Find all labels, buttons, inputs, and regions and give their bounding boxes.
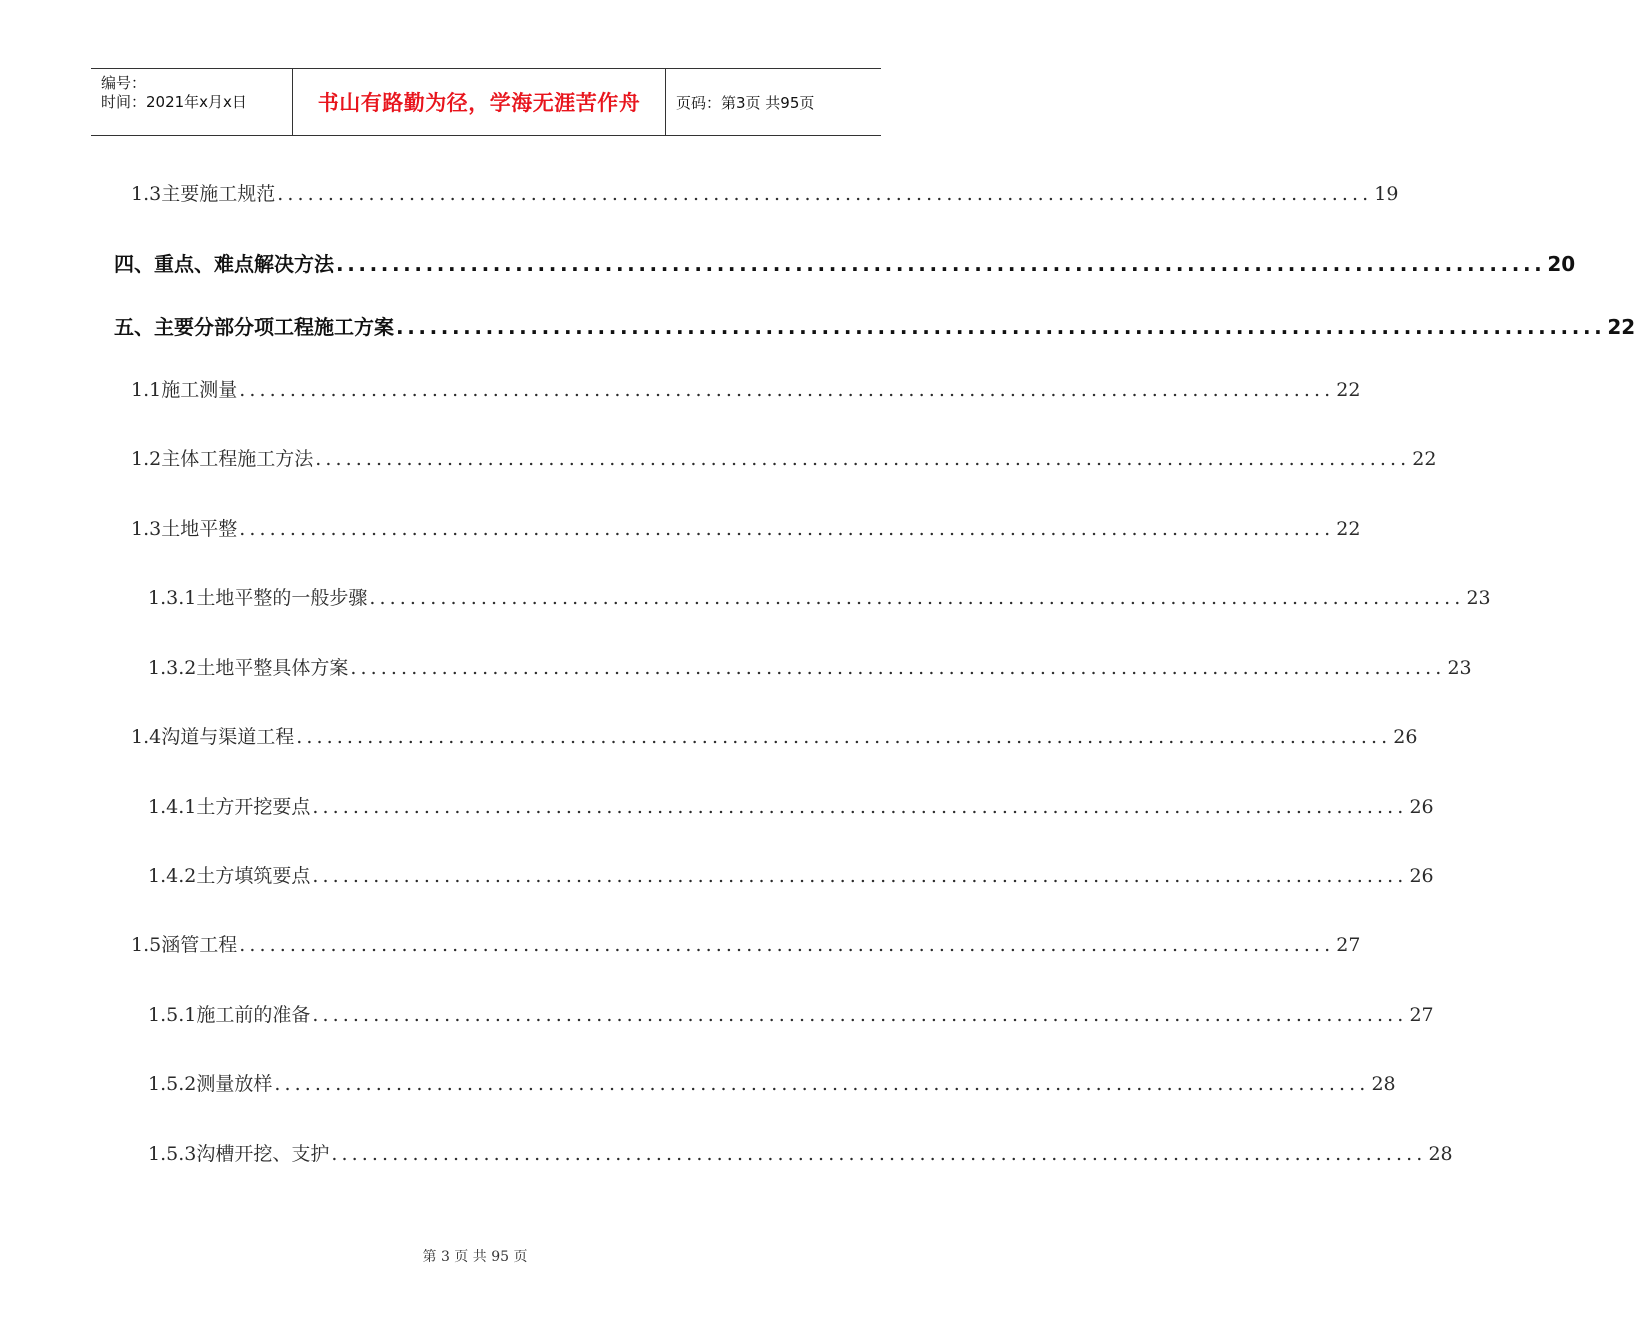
- toc-entry-label: 1.2主体工程施工方法: [131, 448, 314, 470]
- toc-entry-page: 28: [1428, 1143, 1453, 1165]
- toc-entry-page: 23: [1447, 657, 1472, 679]
- toc-entry[interactable]: [148, 1070, 1396, 1098]
- toc-entry-page: 27: [1409, 1004, 1434, 1026]
- toc-entry[interactable]: [148, 793, 1434, 821]
- toc-entry-page: 28: [1371, 1073, 1396, 1095]
- toc-entry-page: 27: [1336, 934, 1361, 956]
- toc-leader-dots: ............................................................................................................: [274, 1073, 1370, 1095]
- toc-entry[interactable]: [148, 1001, 1434, 1029]
- toc-entry-page: 26: [1409, 796, 1434, 818]
- toc-leader-dots: ............................................................................................................: [315, 448, 1411, 470]
- page-footer: [0, 1246, 950, 1266]
- toc-leader-dots: ............................................................................................................: [277, 183, 1373, 205]
- header-time-label: 时间：2021年x月x日: [101, 93, 247, 111]
- header-motto: 书山有路勤为径，学海无涯苦作舟: [317, 91, 641, 115]
- toc-entry-label: 五、主要分部分项工程施工方案: [114, 315, 394, 339]
- toc-leader-dots: ............................................................................................................: [239, 934, 1335, 956]
- toc-entry-label: 四、重点、难点解决方法: [114, 252, 334, 276]
- toc-leader-dots: ............................................................................................................: [312, 796, 1408, 818]
- toc-leader-dots: ............................................................................................................: [239, 518, 1335, 540]
- toc-leader-dots: ............................................................................................................: [369, 587, 1465, 609]
- toc-entry-label: 1.3.1土地平整的一般步骤: [148, 587, 368, 609]
- toc-leader-dots: ............................................................................................................: [336, 252, 1546, 276]
- toc-entry[interactable]: [148, 862, 1434, 890]
- toc-entry-page: 22: [1607, 315, 1635, 339]
- toc-leader-dots: ............................................................................................................: [312, 865, 1408, 887]
- toc-leader-dots: ............................................................................................................: [239, 379, 1335, 401]
- toc-entry-page: 22: [1412, 448, 1437, 470]
- toc-entry[interactable]: [148, 584, 1491, 612]
- toc-entry-label: 1.1施工测量: [131, 379, 238, 401]
- toc-entry[interactable]: [114, 250, 1576, 278]
- toc-entry[interactable]: [148, 654, 1472, 682]
- toc-entry[interactable]: [114, 313, 1635, 341]
- toc-leader-dots: ............................................................................................................: [312, 1004, 1408, 1026]
- toc-entry[interactable]: [131, 931, 1361, 959]
- toc-leader-dots: ............................................................................................................: [350, 657, 1446, 679]
- toc-entry-label: 1.5.2测量放样: [148, 1073, 273, 1095]
- toc-leader-dots: ............................................................................................................: [396, 315, 1606, 339]
- toc-entry-page: 26: [1393, 726, 1418, 748]
- toc-entry-label: 1.5涵管工程: [131, 934, 238, 956]
- toc-entry[interactable]: [148, 1140, 1453, 1168]
- toc-entry-label: 1.4.2土方填筑要点: [148, 865, 311, 887]
- toc-entry-label: 1.3主要施工规范: [131, 183, 276, 205]
- toc-entry-page: 23: [1466, 587, 1491, 609]
- toc-entry[interactable]: [131, 515, 1361, 543]
- toc-leader-dots: ............................................................................................................: [331, 1143, 1427, 1165]
- header-meta-cell: [91, 69, 293, 135]
- header-motto-cell: [293, 69, 666, 135]
- toc-entry-label: 1.3.2土地平整具体方案: [148, 657, 349, 679]
- page-header: [91, 68, 881, 136]
- toc-entry[interactable]: [131, 445, 1437, 473]
- toc-entry-page: 20: [1547, 252, 1576, 276]
- toc-entry-label: 1.4.1土方开挖要点: [148, 796, 311, 818]
- toc-entry-page: 19: [1374, 183, 1399, 205]
- toc-entry[interactable]: [131, 180, 1399, 208]
- toc-entry[interactable]: [131, 376, 1361, 404]
- toc-leader-dots: ............................................................................................................: [296, 726, 1392, 748]
- toc-entry-page: 26: [1409, 865, 1434, 887]
- header-page-label: 页码：第3页 共95页: [676, 93, 815, 112]
- header-number-label: 编号：: [101, 74, 147, 92]
- toc-entry-label: 1.4沟道与渠道工程: [131, 726, 295, 748]
- toc-entry-label: 1.5.1施工前的准备: [148, 1004, 311, 1026]
- toc-entry[interactable]: [131, 723, 1418, 751]
- header-page-cell: [666, 69, 881, 135]
- footer-page-number: 第 3 页 共 95 页: [422, 1249, 528, 1265]
- toc-entry-label: 1.5.3沟槽开挖、支护: [148, 1143, 330, 1165]
- toc-entry-page: 22: [1336, 379, 1361, 401]
- toc-entry-page: 22: [1336, 518, 1361, 540]
- toc-entry-label: 1.3土地平整: [131, 518, 238, 540]
